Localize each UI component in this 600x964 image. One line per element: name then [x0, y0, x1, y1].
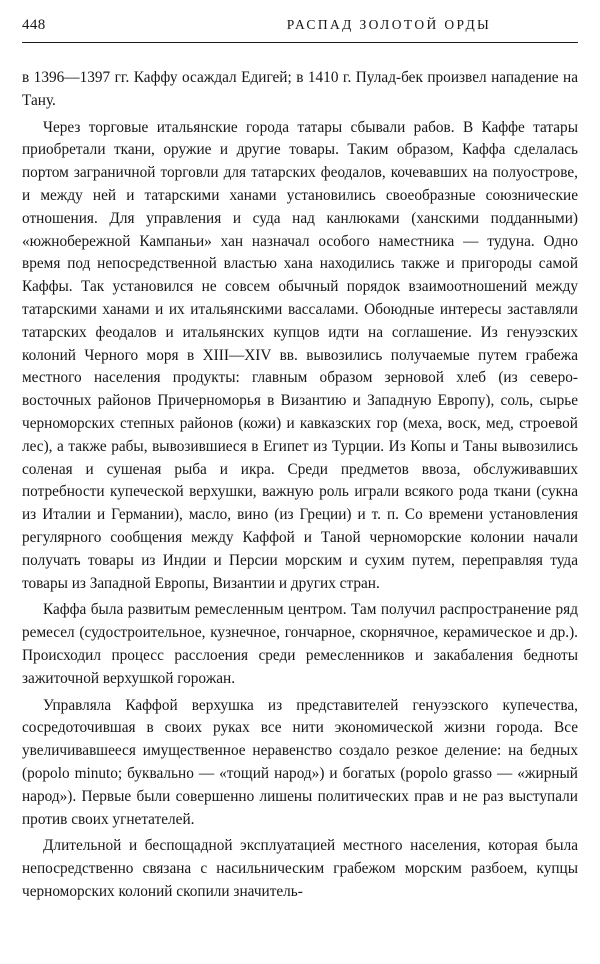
paragraph-trade: Через торговые итальянские города татары сбывали рабов. В Каффе татары приобретали ткани, оружие и другие товары. Таким образом, Каффа сделалась портом заграничной торговли для татарских феодалов, кочевавших на полуострове, и между ней и татарскими ханами установились своеобразные союзнические отношения. Для управления и суда над канлюками (ханскими подданными) «южнобережной Кампаньи» хан назначал особого наместника — тудуна. Одно время под непосредственной властью хана находились также и пригороды самой Каффы. Так установился не совсем обычный порядок взаимоотношений между татарскими ханами и их итальянскими вассалами. Обоюдные интересы заставляли татарских феодалов и итальянских купцов идти на соглашение. Из генуэзских колоний Черного моря в XIII—XIV вв. вывозились получаемые путем грабежа местного населения продукты: главным образом зерновой хлеб (из северо-восточных районов Причерноморья в Византию и Западную Европу), соль, сырье черноморских степных районов (кожи) и кавказских гор (меха, воск, мед, строевой лес), а также рабы, вывозившиеся в Египет из Турции. Из Копы и Таны вывозились соленая и сушеная рыба и икра. Среди предметов ввоза, обслуживавших потребности купеческой верхушки, важную роль играли всякого рода ткани (сукна из Италии и Германии), масло, вино (из Греции) и т. п. Со времени установления регулярного сообщения между Каффой и Таной черноморские колонии начали получать товары из Индии и Персии морским и сухим путем, переправляя туда товары из Западной Европы, Византии и других стран. — [22, 118, 578, 592]
page-header — [22, 12, 578, 43]
paragraph-crafts: Каффа была развитым ремесленным центром. Там получил распространение ряд ремесел (судостроительное, кузнечное, гончарное, скорнячное, керамическое и др.). Происходил процесс расслоения среди ремесленников и закабаления бедноты зажиточной верхушкой горожан. — [22, 601, 578, 687]
running-title: РАСПАД ЗОЛОТОЙ ОРДЫ — [286, 17, 492, 32]
paragraph-governance: Управляла Каффой верхушка из представителей генуэзского купечества, сосредоточившая в своих руках все нити экономической жизни города. Все увеличивавшееся имущественное неравенство создало резкое деление: на бедных (popolo minuto; буквально — «тощий народ») и богатых (popolo grasso — «жирный народ»). Первые были совершенно лишены политических прав и не раз выступали против своих угнетателей. — [22, 696, 578, 828]
paragraph-exploitation: Длительной и беспощадной эксплуатацией местного населения, которая была непосредственно связана с насильническим грабежом морским разбоем, купцы черноморских колоний скопили значитель- — [22, 837, 578, 900]
page-number: 448 — [22, 17, 46, 33]
body-text — [22, 67, 578, 904]
book-page — [22, 12, 578, 904]
paragraph-continuation: в 1396—1397 гг. Каффу осаждал Едигей; в 1410 г. Пулад-бек произвел нападение на Тану. — [22, 69, 578, 109]
